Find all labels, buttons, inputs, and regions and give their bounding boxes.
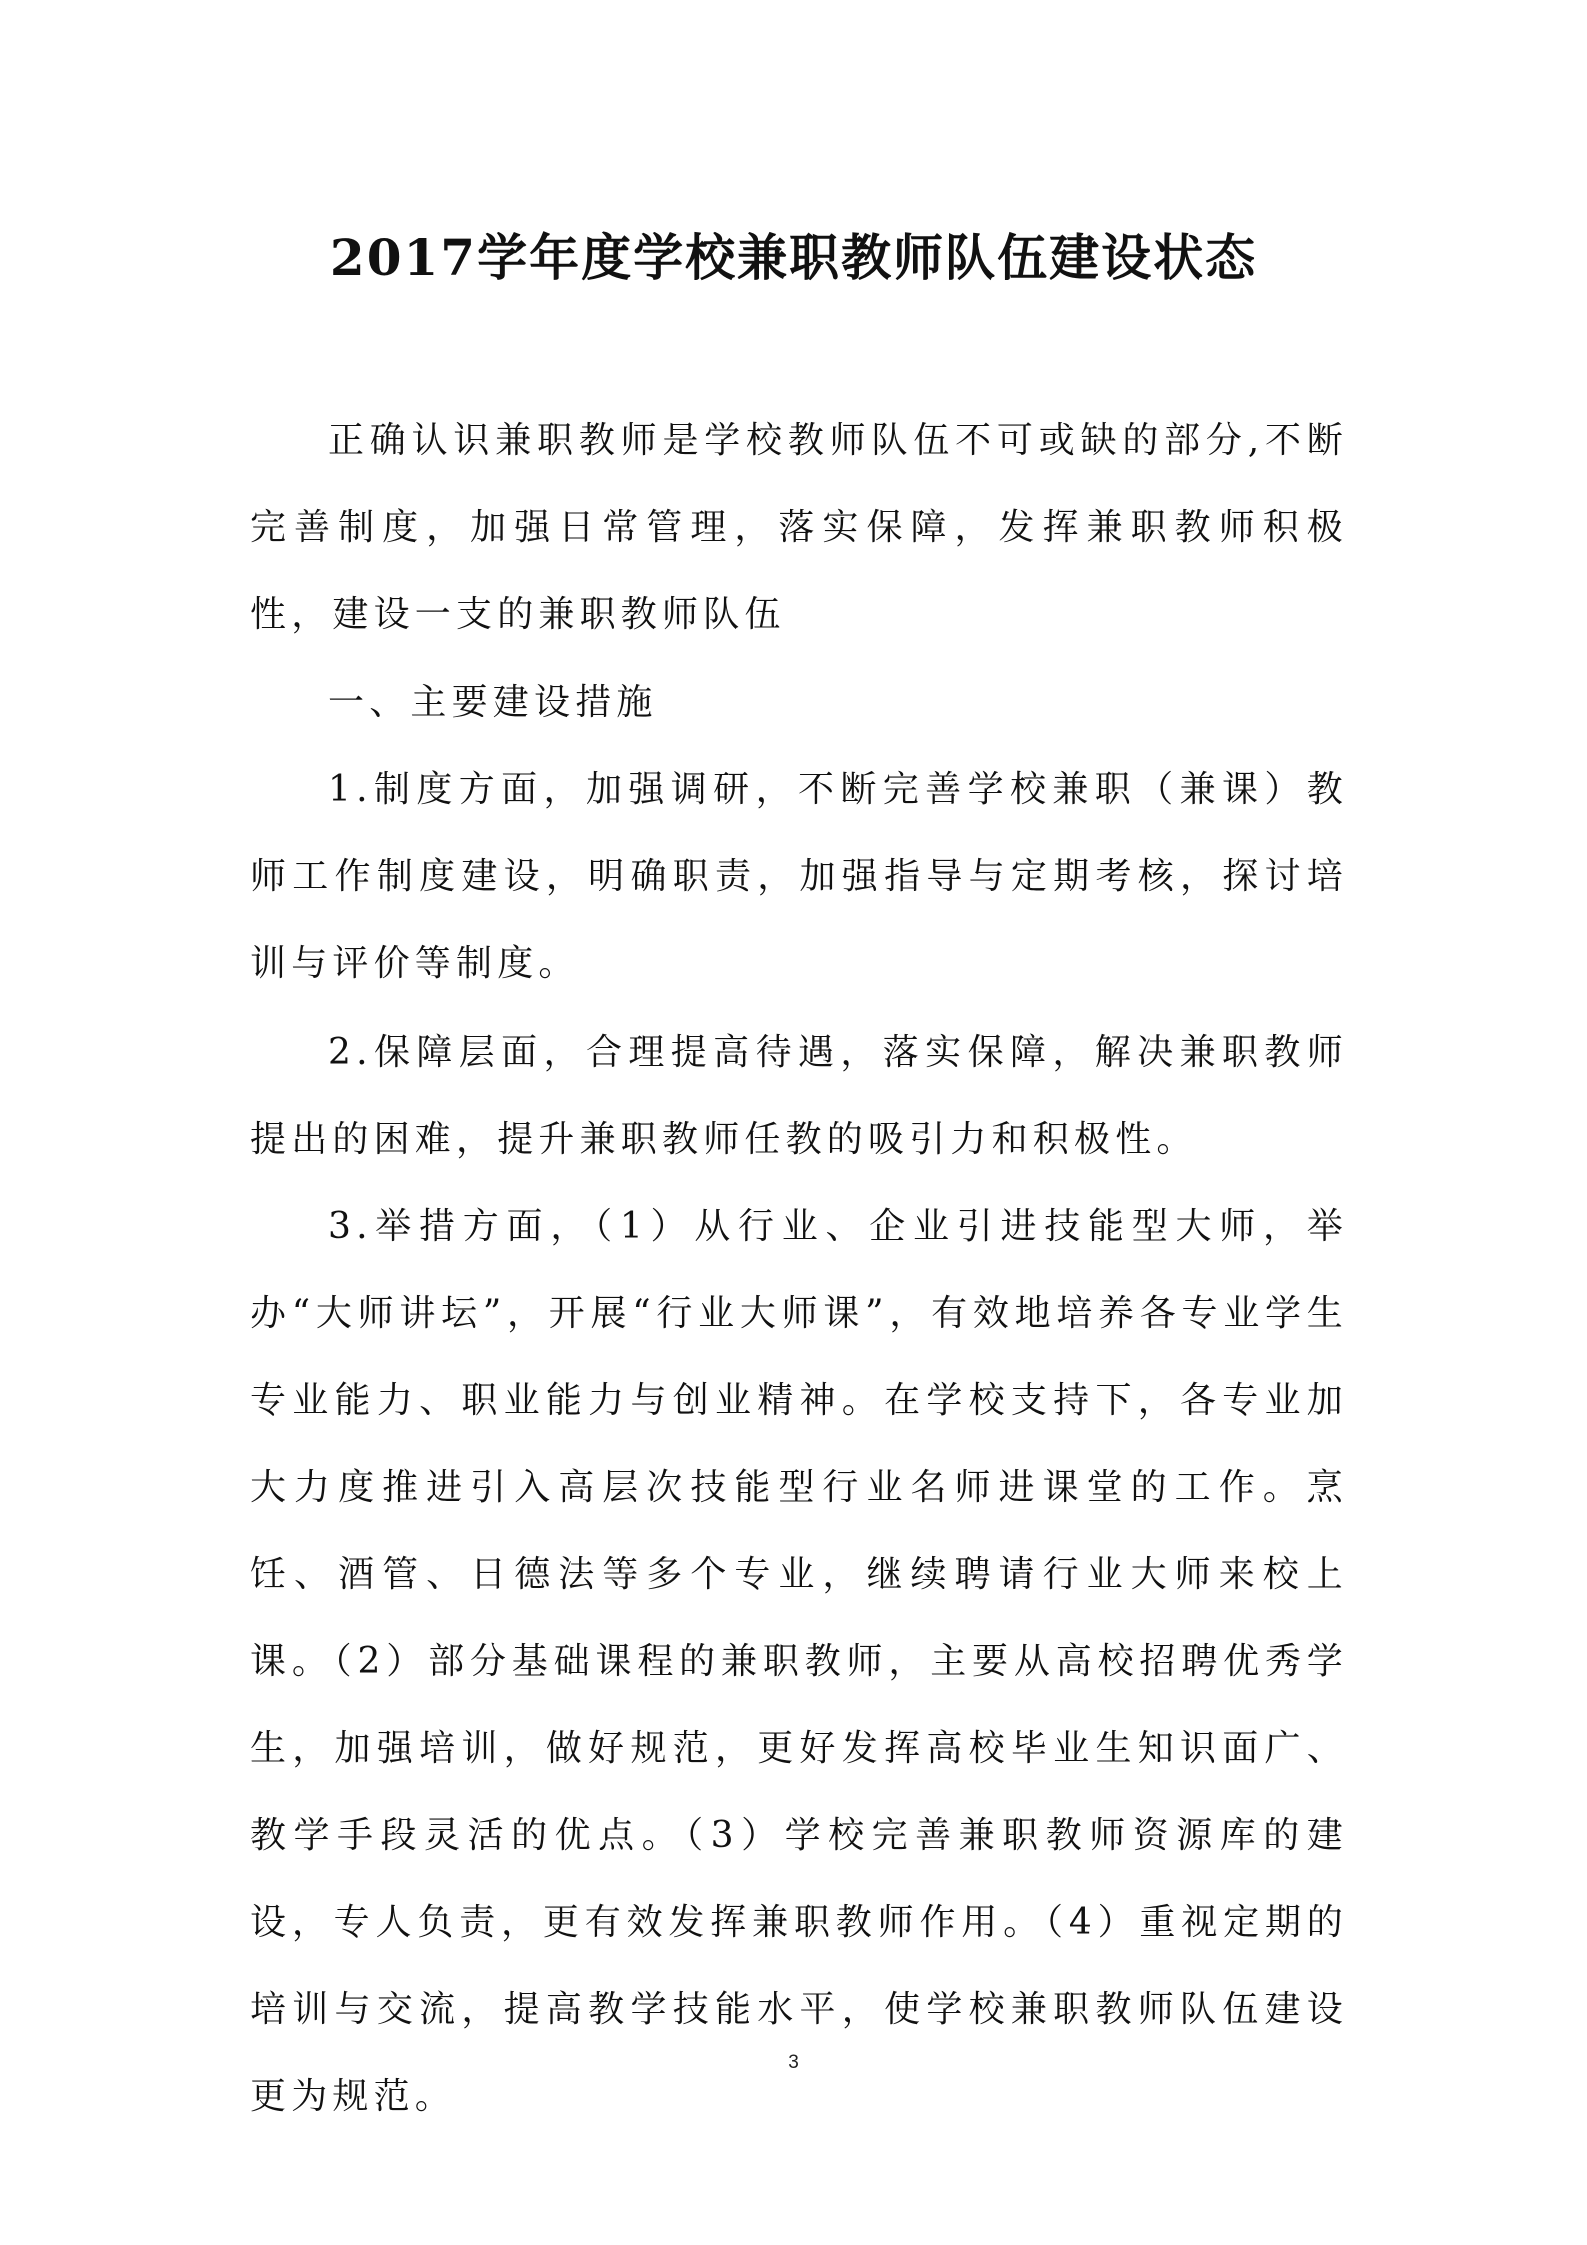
document-title: 2017学年度学校兼职教师队伍建设状态 [329, 228, 1258, 287]
section-heading: 一、主要建设措施 [328, 682, 658, 723]
paragraph-2: 2.保障层面，合理提高待遇，落实保障，解决兼职教师提出的困难，提升兼职教师任教的吸引力和积极性。 [250, 1032, 1348, 1160]
paragraph-3: 3.举措方面，（1）从行业、企业引进技能型大师，举办“大师讲坛”，开展“行业大师课”，有效地培养各专业学生专业能力、职业能力与创业精神。在学校支持下，各专业加大力度推进引入高层次技能型行业名师进课堂的工作。烹饪、酒管、日德法等多个专业，继续聘请行业大师来校上课。（2）部分基础课程的兼职教师，主要从高校招聘优秀学生，加强培训，做好规范，更好发挥高校毕业生知识面广、教学手段灵活的优点。（3）学校完善兼职教师资源库的建设，专人负责，更有效发挥兼职教师作用。（4）重视定期的培训与交流，提高教学技能水平，使学校兼职教师队伍建设更为规范。 [250, 1206, 1348, 2117]
page-number: 3 [788, 2052, 799, 2073]
paragraph-1: 1.制度方面，加强调研，不断完善学校兼职（兼课）教师工作制度建设，明确职责，加强指导与定期考核，探讨培训与评价等制度。 [250, 769, 1348, 984]
intro-paragraph: 正确认识兼职教师是学校教师队伍不可或缺的部分,不断完善制度，加强日常管理，落实保障，发挥兼职教师积极性，建设一支的兼职教师队伍 [250, 420, 1348, 635]
